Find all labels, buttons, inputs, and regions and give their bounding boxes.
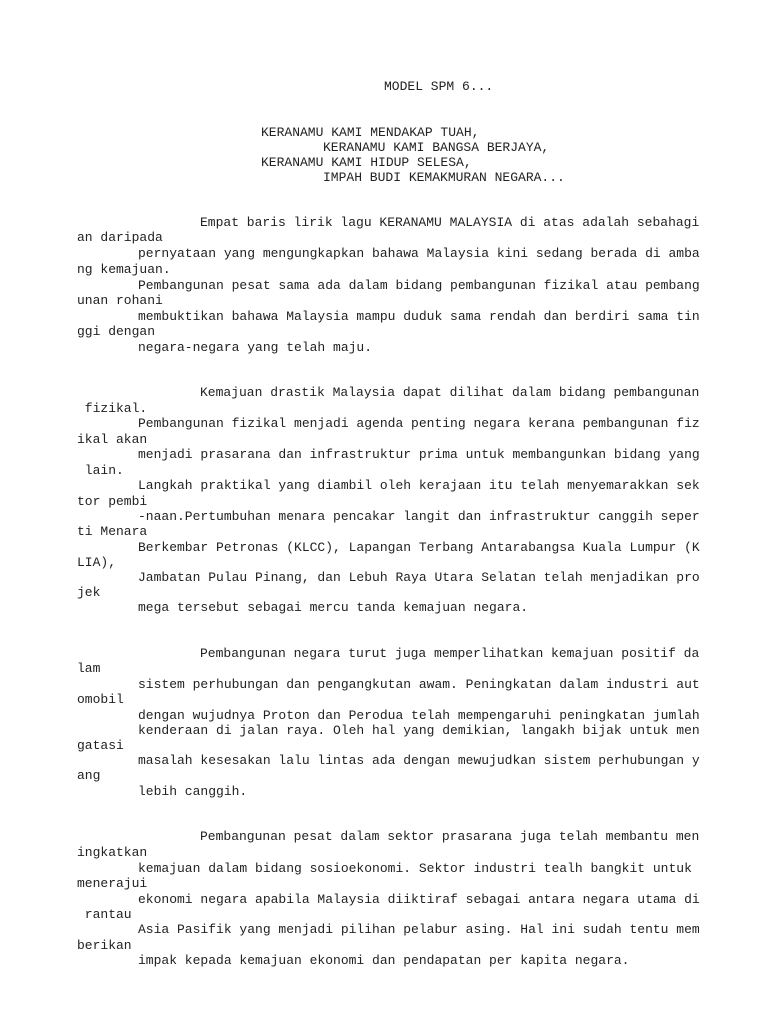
paragraph-line: an daripada xyxy=(77,230,163,245)
paragraph-line: sistem perhubungan dan pengangkutan awam. Peningkatan dalam industri aut xyxy=(138,677,700,692)
paragraph-line: Pembangunan fizikal menjadi agenda penting negara kerana pembangunan fiz xyxy=(138,416,700,431)
paragraph-line: fizikal. xyxy=(77,401,148,416)
paragraph-line: gatasi xyxy=(77,738,124,753)
paragraph-line: membuktikan bahawa Malaysia mampu duduk sama rendah dan berdiri sama tin xyxy=(138,309,700,324)
paragraph-line: ikal akan xyxy=(77,432,148,447)
paragraph-line: menerajui xyxy=(77,876,148,891)
poem-line: KERANAMU KAMI BANGSA BERJAYA, xyxy=(323,140,550,155)
paragraph-line: lain. xyxy=(77,463,124,478)
paragraph-line: Jambatan Pulau Pinang, dan Lebuh Raya Utara Selatan telah menjadikan pro xyxy=(138,570,700,585)
paragraph-line: LIA), xyxy=(77,555,117,570)
paragraph-line: ggi dengan xyxy=(77,324,156,339)
poem-line: KERANAMU KAMI HIDUP SELESA, xyxy=(261,155,472,170)
paragraph-line: tor pembi xyxy=(77,494,148,509)
paragraph-line: Asia Pasifik yang menjadi pilihan pelabur asing. Hal ini sudah tentu mem xyxy=(138,922,700,937)
paragraph-line: berikan xyxy=(77,938,132,953)
paragraph-line: ti Menara xyxy=(77,524,148,539)
paragraph-line: dengan wujudnya Proton dan Perodua telah mempengaruhi peningkatan jumlah xyxy=(138,708,700,723)
paragraph-line: menjadi prasarana dan infrastruktur prima untuk membangunkan bidang yang xyxy=(138,447,700,462)
paragraph-line: unan rohani xyxy=(77,293,163,308)
paragraph-line: kemajuan dalam bidang sosioekonomi. Sektor industri tealh bangkit untuk xyxy=(138,861,692,876)
paragraph-line: lam xyxy=(77,661,101,676)
paragraph-line: lebih canggih. xyxy=(138,784,248,799)
paragraph-line: -naan.Pertumbuhan menara pencakar langit dan infrastruktur canggih seper xyxy=(138,509,700,524)
paragraph-line: mega tersebut sebagai mercu tanda kemajuan negara. xyxy=(138,600,529,615)
paragraph-line: Pembangunan negara turut juga memperlihatkan kemajuan positif da xyxy=(200,646,700,661)
paragraph-line: Langkah praktikal yang diambil oleh kerajaan itu telah menyemarakkan sek xyxy=(138,478,700,493)
paragraph-line: Empat baris lirik lagu KERANAMU MALAYSIA di atas adalah sebahagi xyxy=(200,215,700,230)
paragraph-line: ng kemajuan. xyxy=(77,262,171,277)
poem-line: KERANAMU KAMI MENDAKAP TUAH, xyxy=(261,125,480,140)
paragraph-line: omobil xyxy=(77,692,124,707)
page-title: MODEL SPM 6... xyxy=(384,79,494,94)
paragraph-line: Berkembar Petronas (KLCC), Lapangan Terbang Antarabangsa Kuala Lumpur (K xyxy=(138,540,700,555)
paragraph-line: impak kepada kemajuan ekonomi dan pendapatan per kapita negara. xyxy=(138,953,630,968)
paragraph-line: Pembangunan pesat dalam sektor prasarana juga telah membantu men xyxy=(200,829,700,844)
paragraph-line: kenderaan di jalan raya. Oleh hal yang demikian, langakh bijak untuk men xyxy=(138,723,700,738)
paragraph-line: rantau xyxy=(77,907,132,922)
paragraph-line: Pembangunan pesat sama ada dalam bidang pembangunan fizikal atau pembang xyxy=(138,278,700,293)
paragraph-line: Kemajuan drastik Malaysia dapat dilihat dalam bidang pembangunan xyxy=(200,385,700,400)
paragraph-line: ekonomi negara apabila Malaysia diiktiraf sebagai antara negara utama di xyxy=(138,892,700,907)
paragraph-line: ang xyxy=(77,768,101,783)
paragraph-line: masalah kesesakan lalu lintas ada dengan mewujudkan sistem perhubungan y xyxy=(138,753,700,768)
paragraph-line: ingkatkan xyxy=(77,845,148,860)
poem-line: IMPAH BUDI KEMAKMURAN NEGARA... xyxy=(323,170,565,185)
paragraph-line: pernyataan yang mengungkapkan bahawa Malaysia kini sedang berada di amba xyxy=(138,246,700,261)
paragraph-line: negara-negara yang telah maju. xyxy=(138,340,373,355)
paragraph-line: jek xyxy=(77,585,101,600)
